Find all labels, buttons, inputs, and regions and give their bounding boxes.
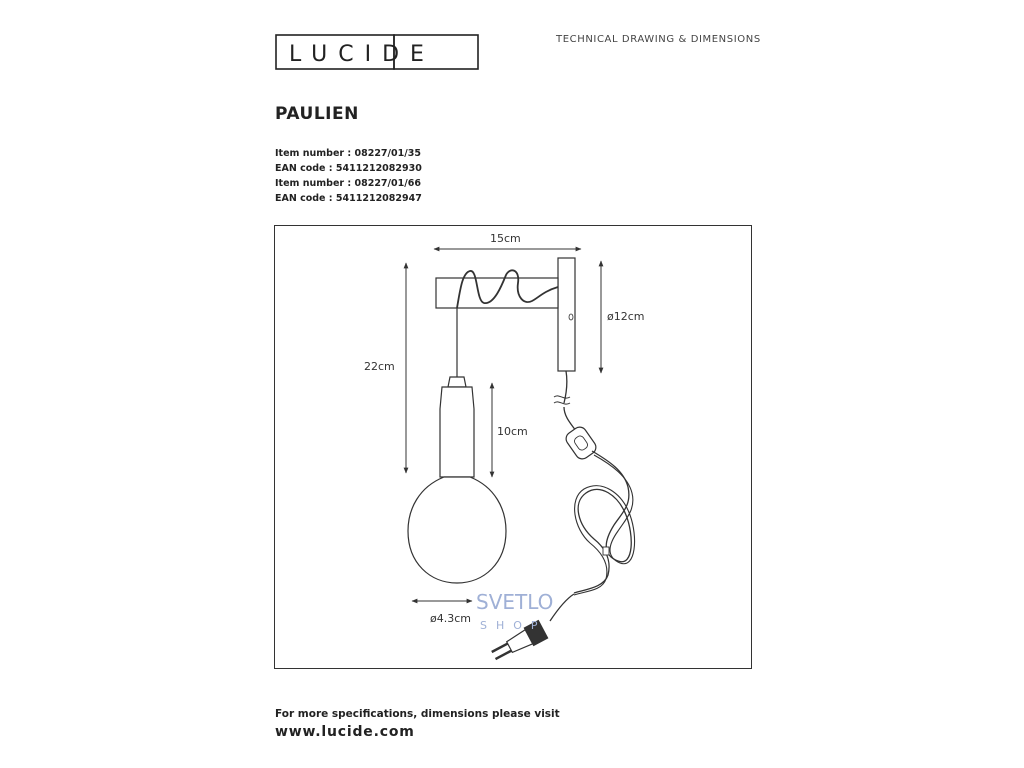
brand-logo — [275, 34, 479, 70]
cable-tie — [603, 547, 609, 555]
brand-logo-text: LUCIDE — [289, 42, 435, 67]
cable-break-mark — [554, 396, 570, 404]
product-codes — [275, 146, 422, 206]
product-name: PAULIEN — [275, 104, 359, 124]
lamp-socket — [440, 387, 474, 477]
document-heading: TECHNICAL DRAWING & DIMENSIONS — [556, 34, 761, 45]
code-line: EAN code : 5411212082930 — [275, 163, 422, 174]
light-bulb — [408, 477, 506, 583]
plug-cable — [550, 594, 574, 621]
socket-top — [448, 377, 466, 387]
dimension-width-label: 15cm — [490, 232, 521, 245]
watermark-text: SVETLO — [476, 590, 554, 614]
code-line: EAN code : 5411212082947 — [275, 193, 422, 204]
technical-drawing — [274, 225, 752, 669]
dimension-height-label: 22cm — [364, 360, 395, 373]
code-line: Item number : 08227/01/66 — [275, 178, 421, 189]
dimension-bulb-label: ø4.3cm — [430, 612, 471, 625]
watermark-text: SHOP — [480, 619, 547, 632]
footer-note: For more specifications, dimensions please visit — [275, 708, 560, 720]
footer-url-link[interactable]: www.lucide.com — [275, 724, 415, 740]
dimension-wall-plate-label: ø12cm — [607, 310, 645, 323]
power-cable — [564, 407, 576, 431]
dimension-socket-label: 10cm — [497, 425, 528, 438]
inline-switch — [563, 424, 598, 461]
code-line: Item number : 08227/01/35 — [275, 148, 421, 159]
coiled-cable — [574, 451, 631, 593]
